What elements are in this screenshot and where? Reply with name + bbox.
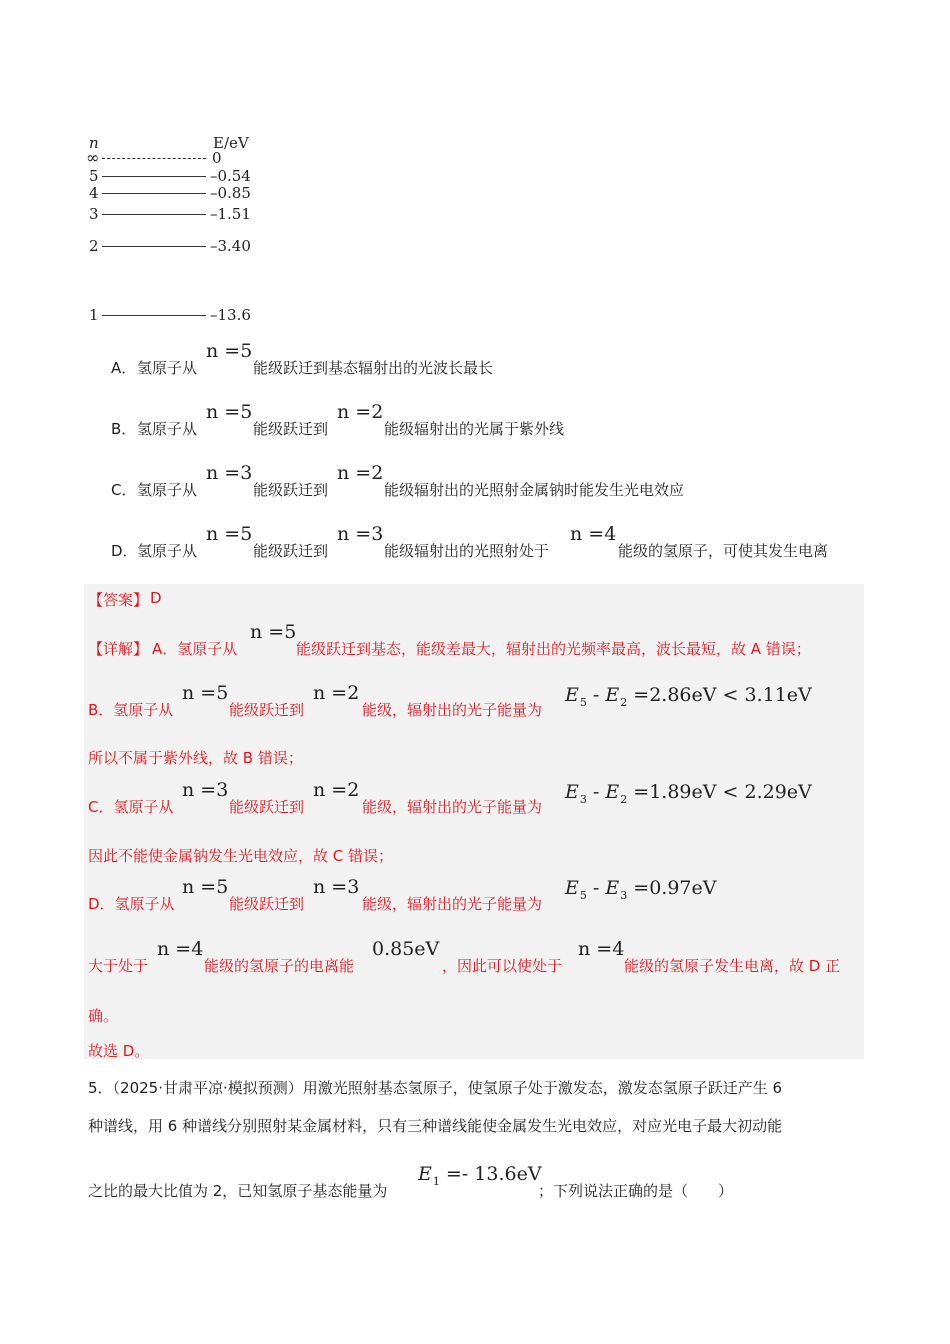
- option-letter: C．: [111, 481, 137, 499]
- level-energy-label: 0: [212, 149, 222, 167]
- answer-label: 【答案】: [88, 591, 149, 609]
- math-expression: n =5: [206, 401, 253, 423]
- detail-text: 能级的氢原子的电离能: [204, 957, 355, 975]
- energy-subscript: 2: [620, 696, 628, 709]
- level-energy-label: –0.85: [210, 184, 251, 202]
- n-axis-label: n: [89, 134, 99, 152]
- detail-text: C．氢原子从: [88, 798, 174, 816]
- detail-text: 能级跃迁到基态，能级差最大，辐射出的光频率最高，波长最短，故 A 错误；: [296, 640, 811, 658]
- math-expression: n =3: [206, 462, 253, 484]
- math-expression: n =5: [182, 682, 229, 704]
- detail-text: 能级，辐射出的光子能量为: [362, 701, 543, 719]
- minus-sign: -: [586, 781, 606, 803]
- detail-label: 【详解】: [88, 640, 149, 658]
- math-expression: 0.85eV: [372, 938, 440, 960]
- math-expression: n =3: [337, 523, 384, 545]
- equation-result: =- 13.6eV: [439, 1163, 542, 1185]
- energy-subscript: 3: [579, 793, 587, 806]
- option-text: 能级跃迁到: [253, 481, 329, 499]
- question-text: 之比的最大比值为 2，已知氢原子基态能量为: [88, 1182, 388, 1200]
- level-n-label: ∞: [86, 148, 100, 167]
- level-line-4: [102, 193, 206, 194]
- equation-result: =2.86eV < 3.11eV: [627, 684, 812, 706]
- option-text: 氢原子从: [137, 481, 198, 499]
- level-energy-label: –3.40: [210, 237, 251, 255]
- level-n-label: 5: [89, 167, 99, 185]
- level-line-5: [102, 176, 206, 177]
- option-text: 能级辐射出的光属于紫外线: [384, 420, 565, 438]
- math-expression: n =2: [337, 401, 384, 423]
- option-text: 氢原子从: [137, 420, 198, 438]
- math-expression: n =4: [578, 938, 625, 960]
- question-text: ；下列说法正确的是（ ）: [538, 1182, 734, 1200]
- math-expression: n =5: [206, 340, 253, 362]
- question-text: 5．（2025·甘肃平凉·模拟预测）用激光照射基态氢原子，使氢原子处于激发态，激发态氢原子跃迁产生 6: [88, 1079, 783, 1097]
- detail-text: 能级的氢原子发生电离，故 D 正: [624, 957, 841, 975]
- energy-symbol: E: [565, 781, 579, 803]
- energy-subscript: 3: [620, 889, 628, 902]
- energy-symbol: E: [565, 684, 579, 706]
- level-line-1: [102, 315, 206, 316]
- equation-result: =1.89eV < 2.29eV: [627, 781, 812, 803]
- minus-sign: -: [586, 877, 606, 899]
- detail-text: 能级，辐射出的光子能量为: [362, 798, 543, 816]
- detail-text: A．氢原子从: [152, 640, 238, 658]
- level-line-2: [102, 246, 206, 247]
- answer-value: D: [150, 589, 162, 607]
- option-text: 能级辐射出的光照射处于: [384, 542, 550, 560]
- math-expression: n =2: [313, 682, 360, 704]
- level-energy-label: –0.54: [210, 167, 251, 185]
- energy-subscript: 1: [432, 1175, 440, 1188]
- option-text: 能级辐射出的光照射金属钠时能发生光电效应: [384, 481, 685, 499]
- minus-sign: -: [586, 684, 606, 706]
- energy-subscript: 5: [579, 889, 587, 902]
- level-line-3: [102, 214, 206, 215]
- detail-text: 能级跃迁到: [229, 895, 305, 913]
- energy-symbol: E: [605, 781, 620, 803]
- option-letter: A．: [111, 359, 137, 377]
- energy-equation: [565, 684, 812, 709]
- detail-text: B．氢原子从: [88, 701, 174, 719]
- equation-result: =0.97eV: [627, 877, 717, 899]
- question-text: 种谱线，用 6 种谱线分别照射某金属材料，只有三种谱线能使金属发生光电效应，对应光电子最大初动能: [88, 1117, 783, 1135]
- option-text: 能级跃迁到基态辐射出的光波长最长: [253, 359, 494, 377]
- energy-subscript: 2: [620, 793, 628, 806]
- level-line-infinity: [102, 158, 206, 159]
- level-energy-label: –1.51: [210, 205, 251, 223]
- energy-symbol: E: [605, 684, 620, 706]
- detail-text: ，因此可以使处于: [442, 957, 563, 975]
- detail-note-b: 所以不属于紫外线，故 B 错误；: [88, 749, 303, 767]
- detail-text: 能级跃迁到: [229, 798, 305, 816]
- level-energy-label: –13.6: [210, 306, 251, 324]
- math-expression: n =2: [313, 779, 360, 801]
- option-letter: B．: [111, 420, 137, 438]
- energy-subscript: 5: [579, 696, 587, 709]
- option-letter: D．: [111, 542, 138, 560]
- detail-note-c: 因此不能使金属钠发生光电效应，故 C 错误；: [88, 847, 394, 865]
- math-expression: n =5: [250, 621, 297, 643]
- option-text: 氢原子从: [137, 542, 198, 560]
- level-n-label: 3: [89, 205, 99, 223]
- level-n-label: 2: [89, 237, 99, 255]
- option-text: 能级跃迁到: [253, 542, 329, 560]
- level-n-label: 1: [89, 306, 99, 324]
- math-expression: n =3: [182, 779, 229, 801]
- energy-equation: [565, 781, 812, 806]
- math-expression: n =5: [206, 523, 253, 545]
- math-expression: n =4: [570, 523, 617, 545]
- level-n-label: 4: [89, 184, 99, 202]
- energy-equation: [418, 1163, 542, 1188]
- math-expression: n =2: [337, 462, 384, 484]
- math-expression: n =5: [182, 876, 229, 898]
- energy-symbol: E: [418, 1163, 432, 1185]
- energy-equation: [565, 877, 717, 902]
- energy-symbol: E: [605, 877, 620, 899]
- detail-text: 大于处于: [88, 957, 149, 975]
- energy-symbol: E: [565, 877, 579, 899]
- math-expression: n =4: [157, 938, 204, 960]
- math-expression: n =3: [313, 876, 360, 898]
- detail-text: 能级，辐射出的光子能量为: [362, 895, 543, 913]
- energy-axis-label: E/eV: [213, 134, 249, 152]
- option-text: 能级跃迁到: [253, 420, 329, 438]
- option-text: 氢原子从: [137, 359, 198, 377]
- detail-note-d-continued: 确。: [88, 1007, 119, 1025]
- detail-text: 能级跃迁到: [229, 701, 305, 719]
- conclusion: 故选 D。: [88, 1042, 150, 1060]
- option-text: 能级的氢原子，可使其发生电离: [618, 542, 829, 560]
- detail-text: D．氢原子从: [88, 895, 175, 913]
